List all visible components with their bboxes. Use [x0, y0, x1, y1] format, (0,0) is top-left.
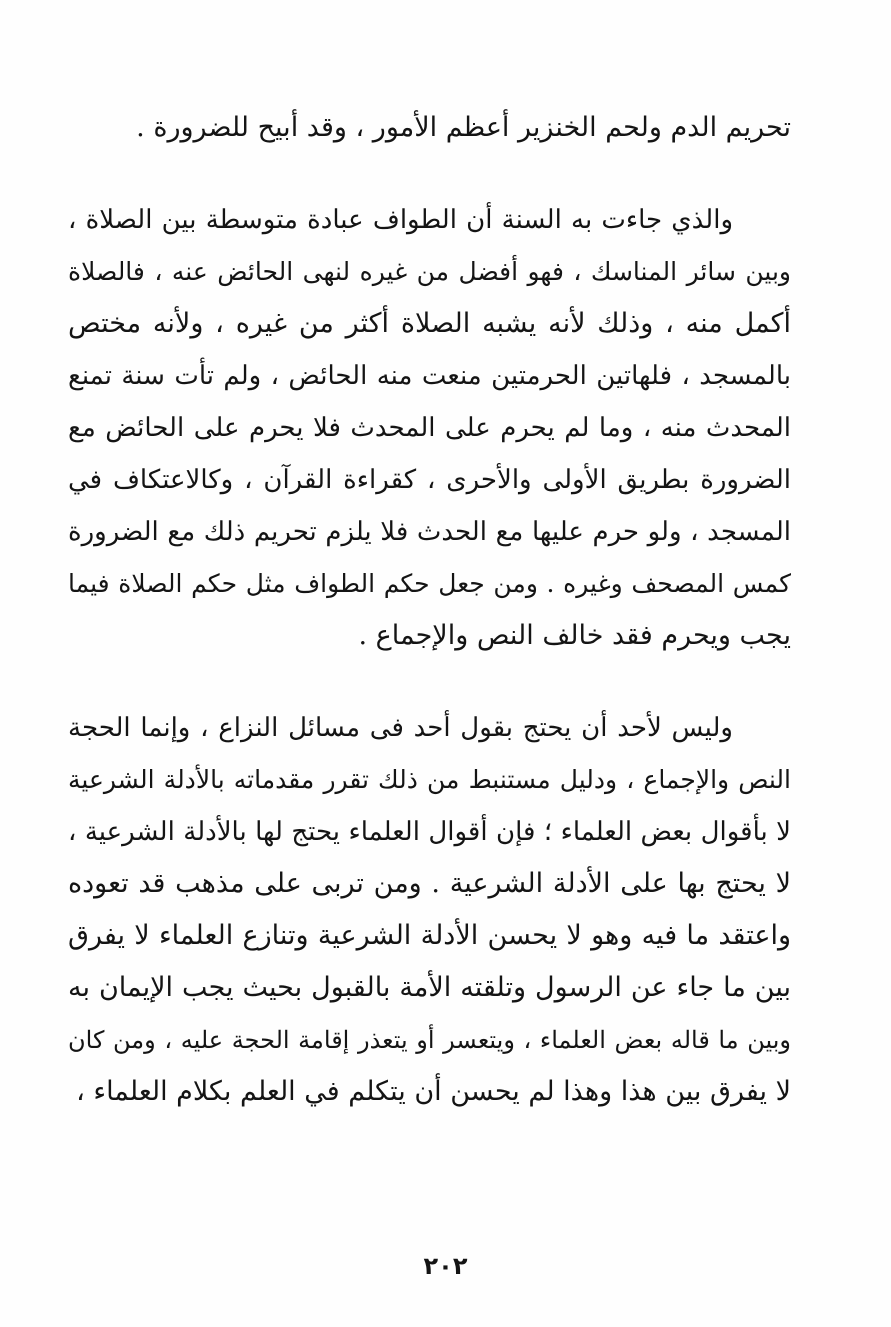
text-line: المحدث منه ، وما لم يحرم على المحدث فلا يحرم على الحائض مع: [68, 413, 791, 443]
text-line: تحريم الدم ولحم الخنزير أعظم الأمور ، وقد أبيح للضرورة .: [136, 112, 791, 143]
paragraph-gap: [68, 662, 791, 702]
text-line: بالمسجد ، فلهاتين الحرمتين منعت منه الحائض ، ولم تأت سنة تمنع: [68, 361, 791, 391]
text-line: المسجد ، ولو حرم عليها مع الحدث فلا يلزم تحريم ذلك مع الضرورة: [68, 517, 791, 547]
body-text: [68, 102, 791, 1118]
text-line: النص والإجماع ، ودليل مستنبط من ذلك تقرر مقدماته بالأدلة الشرعية: [68, 765, 791, 794]
text-line: كمس المصحف وغيره . ومن جعل حكم الطواف مثل حكم الصلاة فيما: [68, 569, 791, 598]
text-line: أكمل منه ، وذلك لأنه يشبه الصلاة أكثر من غيره ، ولأنه مختص: [68, 308, 791, 339]
text-line: واعتقد ما فيه وهو لا يحسن الأدلة الشرعية وتنازع العلماء لا يفرق: [68, 920, 791, 951]
text-line: والذي جاءت به السنة أن الطواف عبادة متوسطة بين الصلاة ،: [68, 205, 733, 235]
text-line: وبين ما قاله بعض العلماء ، ويتعسر أو يتعذر إقامة الحجة عليه ، ومن كان: [68, 1026, 791, 1054]
text-line: وليس لأحد أن يحتج بقول أحد فى مسائل النزاع ، وإنما الحجة: [68, 713, 733, 743]
text-line: وبين سائر المناسك ، فهو أفضل من غيره لنهى الحائض عنه ، فالصلاة: [68, 257, 791, 286]
text-line: الضرورة بطريق الأولى والأحرى ، كقراءة القرآن ، وكالاعتكاف في: [68, 465, 791, 495]
paragraph-gap: [68, 154, 791, 194]
text-line: لا بأقوال بعض العلماء ؛ فإن أقوال العلماء يحتج لها بالأدلة الشرعية ،: [68, 817, 791, 847]
text-line: لا يحتج بها على الأدلة الشرعية . ومن تربى على مذهب قد تعوده: [68, 868, 791, 899]
text-line: بين ما جاء عن الرسول وتلقته الأمة بالقبول بحيث يجب الإيمان به: [68, 972, 791, 1003]
text-line: لا يفرق بين هذا وهذا لم يحسن أن يتكلم في العلم بكلام العلماء ،: [76, 1076, 791, 1107]
page-number: ٢٠٢: [423, 1252, 468, 1280]
text-line: يجب ويحرم فقد خالف النص والإجماع .: [358, 620, 791, 651]
